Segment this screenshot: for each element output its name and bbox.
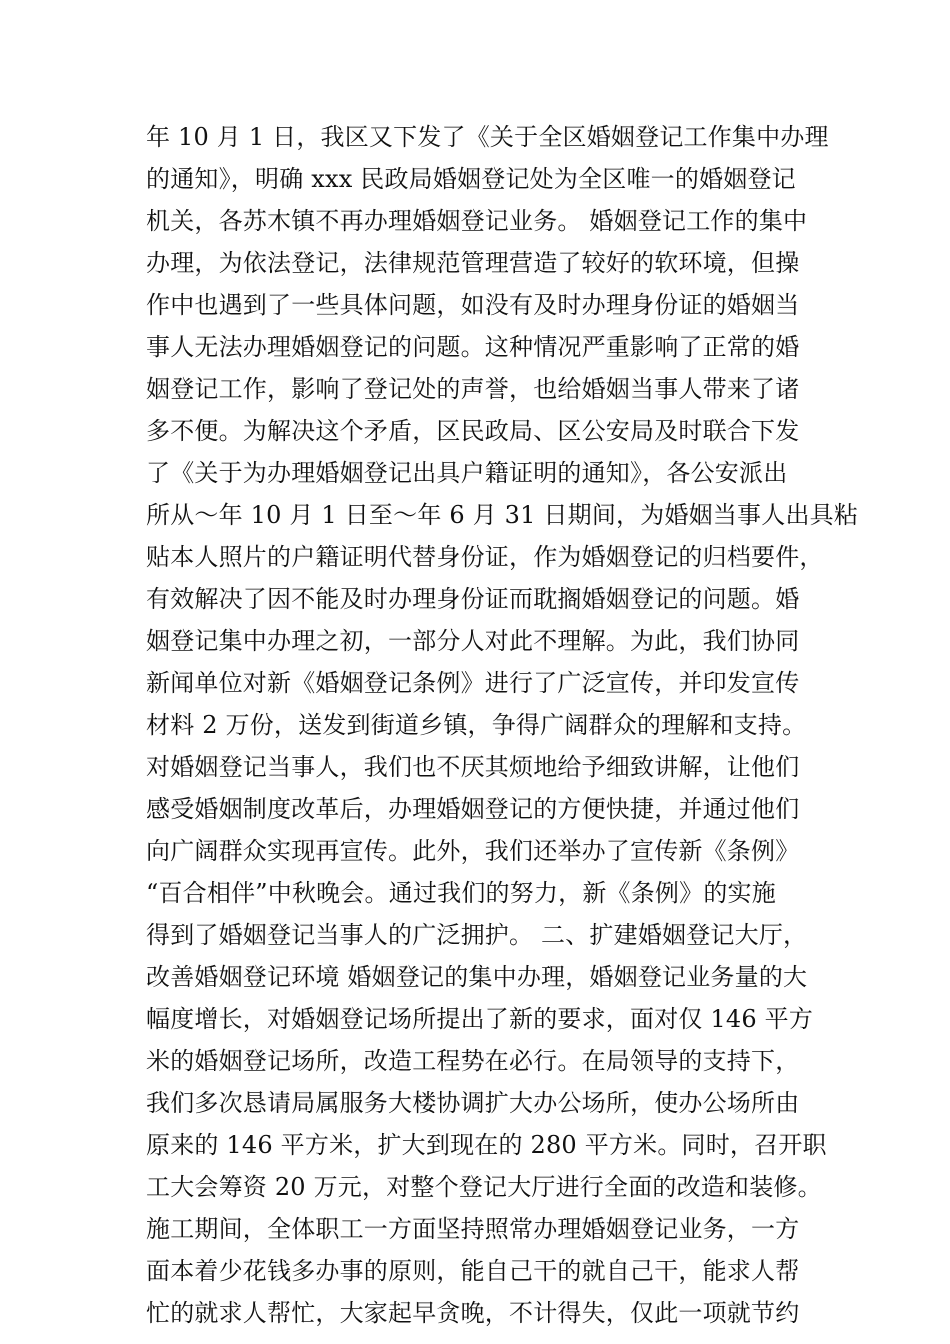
text-line-25: 原来的 146 平方米，扩大到现在的 280 平方米。同时，召开职: [146, 1131, 827, 1159]
text-line-11: 贴本人照片的户籍证明代替身份证，作为婚姻登记的归档要件，: [146, 543, 824, 571]
text-line-17: 感受婚姻制度改革后，办理婚姻登记的方便快捷，并通过他们: [146, 795, 800, 823]
text-line-29: 忙的就求人帮忙，大家起早贪晚，不计得失，仅此一项就节约: [146, 1299, 800, 1327]
text-line-28: 面本着少花钱多办事的原则，能自己干的就自己干，能求人帮: [146, 1257, 800, 1285]
text-line-6: 事人无法办理婚姻登记的问题。这种情况严重影响了正常的婚: [146, 333, 800, 361]
text-line-24: 我们多次恳请局属服务大楼协调扩大办公场所，使办公场所由: [146, 1089, 800, 1117]
text-line-4: 办理，为依法登记，法律规范管理营造了较好的软环境，但操: [146, 249, 800, 277]
text-line-12: 有效解决了因不能及时办理身份证而耽搁婚姻登记的问题。婚: [146, 585, 800, 613]
text-line-1: 年 10 月 1 日，我区又下发了《关于全区婚姻登记工作集中办理: [146, 123, 829, 151]
text-line-5: 作中也遇到了一些具体问题，如没有及时办理身份证的婚姻当: [146, 291, 800, 319]
text-line-7: 姻登记工作，影响了登记处的声誉，也给婚姻当事人带来了诸: [146, 375, 800, 403]
text-line-18: 向广阔群众实现再宣传。此外，我们还举办了宣传新《条例》: [146, 837, 800, 865]
text-line-8: 多不便。为解决这个矛盾，区民政局、区公安局及时联合下发: [146, 417, 800, 445]
text-line-14: 新闻单位对新《婚姻登记条例》进行了广泛宣传，并印发宣传: [146, 669, 800, 697]
text-line-3: 机关，各苏木镇不再办理婚姻登记业务。 婚姻登记工作的集中: [146, 207, 808, 235]
text-line-23: 米的婚姻登记场所，改造工程势在必行。在局领导的支持下，: [146, 1047, 800, 1075]
text-line-16: 对婚姻登记当事人，我们也不厌其烦地给予细致讲解，让他们: [146, 753, 800, 781]
text-line-21: 改善婚姻登记环境 婚姻登记的集中办理，婚姻登记业务量的大: [146, 963, 808, 991]
text-line-26: 工大会筹资 20 万元，对整个登记大厅进行全面的改造和装修。: [146, 1173, 822, 1201]
text-line-9: 了《关于为办理婚姻登记出具户籍证明的通知》，各公安派出: [146, 459, 788, 487]
text-line-15: 材料 2 万份，送发到街道乡镇，争得广阔群众的理解和支持。: [146, 711, 807, 739]
text-line-22: 幅度增长，对婚姻登记场所提出了新的要求，面对仅 146 平方: [146, 1005, 814, 1033]
text-line-13: 姻登记集中办理之初，一部分人对此不理解。为此，我们协同: [146, 627, 800, 655]
text-line-2: 的通知》，明确 xxx 民政局婚姻登记处为全区唯一的婚姻登记: [146, 165, 796, 193]
text-line-10: 所从～年 10 月 1 日至～年 6 月 31 日期间，为婚姻当事人出具粘: [146, 501, 859, 529]
text-line-19: “百合相伴”中秋晚会。通过我们的努力，新《条例》的实施: [146, 879, 776, 907]
text-line-27: 施工期间，全体职工一方面坚持照常办理婚姻登记业务，一方: [146, 1215, 800, 1243]
body-text: [146, 116, 859, 1334]
text-line-20: 得到了婚姻登记当事人的广泛拥护。 二、扩建婚姻登记大厅，: [146, 921, 808, 949]
